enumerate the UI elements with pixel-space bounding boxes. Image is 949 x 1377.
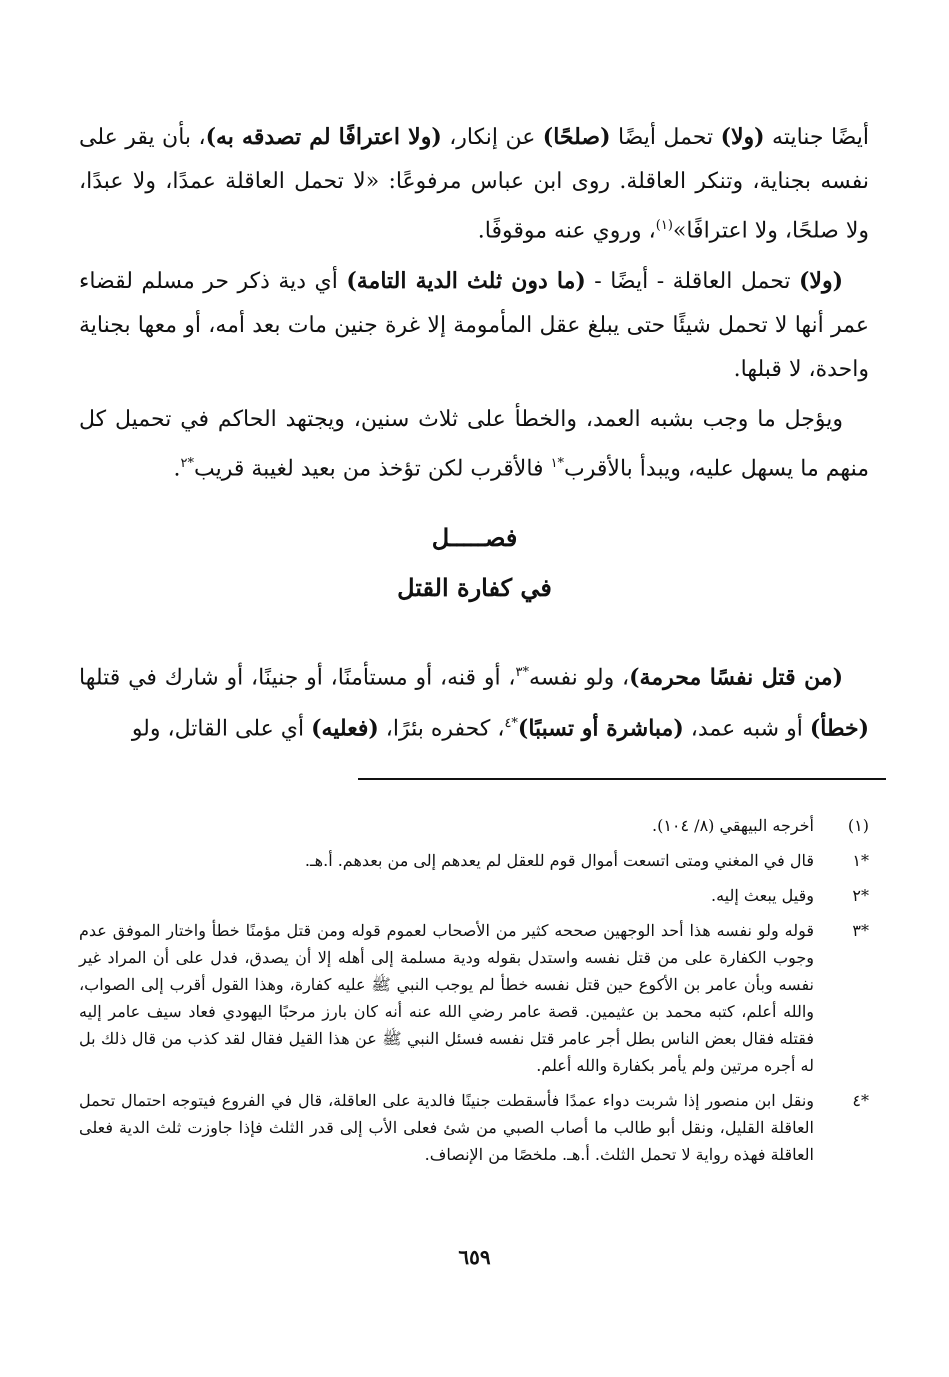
text-run: ، كحفره بئرًا، (378, 716, 505, 742)
paragraph (79, 259, 869, 392)
footnote (79, 882, 869, 909)
section-title: فصـــــل (431, 523, 518, 552)
footnote-ref: *٣ (515, 665, 530, 680)
footnote (79, 917, 869, 1079)
paragraph (79, 398, 869, 491)
section-heading (0, 518, 949, 608)
text-run: ، بأن يقر على نفسه بجناية، وتنكر العاقلة. روى ابن عباس مرفوعًا: «لا تحمل العاقلة عمدًا، ولا عبدًا، ولا صلحًا، ولا اعترافًا» (79, 125, 869, 244)
matn-text: (فعليه) (311, 715, 379, 742)
footnote-text: قوله ولو نفسه هذا أحد الوجهين صححه كثير من الأصحاب لعموم قوله ومن قتل مؤمنًا خطأ واختار الموفق عدم وجوب الكفارة على من قتل نفسه واستدل بقوله ودية مسلمة إلى أهله إلا أن يصدق، فدل على أن المراد غير نفسه وبأن عامر بن الأكوع حين قتل نفسه خطأ لم يوجب النبي ﷺ عليه كفارة، وهذا القول أقرب إلى الصواب، والله أعلم، كتبه محمد بن عثيمين. قصة عامر رضي الله عنه أنه كان بارز مرحبًا اليهودي فعاد سيف عامر إليه فقتله فقال بعض الناس بطل أجر عامر قتل نفسه فسئل النبي ﷺ عن هذا القيل فقال لقد كذب من قال ذلك بل له أجره مرتين ولم يأمر بكفارة والله أعلم. (79, 921, 815, 1075)
paragraph (79, 650, 869, 753)
section-text (79, 650, 869, 753)
text-run: تحمل العاقلة - أيضًا - (585, 269, 799, 295)
text-run: ، وروي عنه موقوفًا. (477, 218, 656, 244)
footnote (79, 1087, 869, 1168)
text-run: أيضًا جنايته (764, 125, 869, 150)
text-run: أي على القاتل، ولو (131, 716, 312, 742)
paragraph (79, 115, 869, 253)
text-run: تحمل أيضًا (610, 125, 721, 150)
text-run: أي دية ذكر حر مسلم لقضاء عمر أنها لا تحمل شيئًا حتى يبلغ عقل المأمومة إلا غرة جنين مات بعد أمه، أو معها بجناية واحدة، لا قبلها. (79, 269, 869, 383)
footnote (79, 812, 869, 839)
matn-text: (من قتل نفسًا محرمة) (629, 664, 844, 691)
text-run: . (173, 456, 181, 482)
footnote-ref: *١ (550, 456, 565, 472)
matn-text: (ما دون ثلث الدية التامة) (346, 268, 586, 295)
footnote-ref: (١) (655, 218, 673, 233)
footnote-marker: *١ (852, 851, 869, 870)
footnote (79, 847, 869, 874)
footnote-ref: *٢ (180, 456, 195, 472)
text-run: أو شبه عمد، (683, 716, 810, 742)
text-run: عن إنكار، (441, 125, 543, 150)
page-number: ٦٥٩ (458, 1245, 491, 1269)
footnote-text: وقيل يبعث إليه. (710, 886, 814, 905)
matn-text: (ولا) (799, 268, 843, 295)
text-run: ويؤجل ما وجب بشبه العمد، والخطأ على ثلاث سنين، ويجتهد الحاكم في تحميل كل منهم ما يسهل عليه، ويبدأ بالأقرب (79, 407, 869, 482)
text-run: ، أو قنه، أو مستأمنًا، أو جنينًا، أو شارك في قتلها (79, 665, 516, 691)
matn-text: (صلحًا) (542, 124, 611, 150)
footnote-marker: *٣ (852, 921, 869, 940)
main-text (79, 115, 869, 498)
footnote-ref: *٤ (504, 716, 518, 732)
footnote-text: أخرجه البيهقي (٨/ ١٠٤). (651, 816, 814, 835)
footnote-marker: *٢ (852, 886, 869, 905)
text-run: ، ولو نفسه (529, 665, 630, 691)
matn-text: (خطأ) (809, 715, 869, 742)
footnote-text: قال في المغني ومتى اتسعت أموال قوم للعقل لم يعدهم إلى من بعدهم. أ.هـ. (304, 851, 814, 870)
matn-text: (مباشرة أو تسببًا) (517, 715, 684, 742)
footnote-text: ونقل ابن منصور إذا شربت دواء عمدًا فأسقطت جنينًا فالدية على العاقلة، قال في الفروع فيتوجه احتمال تحمل العاقلة القليل، ونقل أبو طالب ما أصاب الصبي من شئ فعلى الأب إلى قدر الثلث فإذا جاوزت ثلث الدية فعلى العاقلة فهذه رواية لا تحمل الثلث. أ.هـ. ملخصًا من الإنصاف. (79, 1091, 814, 1164)
footnotes (79, 812, 869, 1176)
matn-text: (ولا) (720, 124, 765, 150)
section-subtitle: في كفارة القتل (397, 573, 552, 602)
footnote-marker: (١) (847, 816, 869, 835)
matn-text: (ولا اعترافًا لم تصدقه به) (205, 124, 442, 150)
text-run: فالأقرب لكن تؤخذ من بعيد لغيبة قريب (194, 456, 551, 482)
footnote-marker: *٤ (852, 1091, 869, 1110)
footnote-divider (358, 778, 886, 780)
